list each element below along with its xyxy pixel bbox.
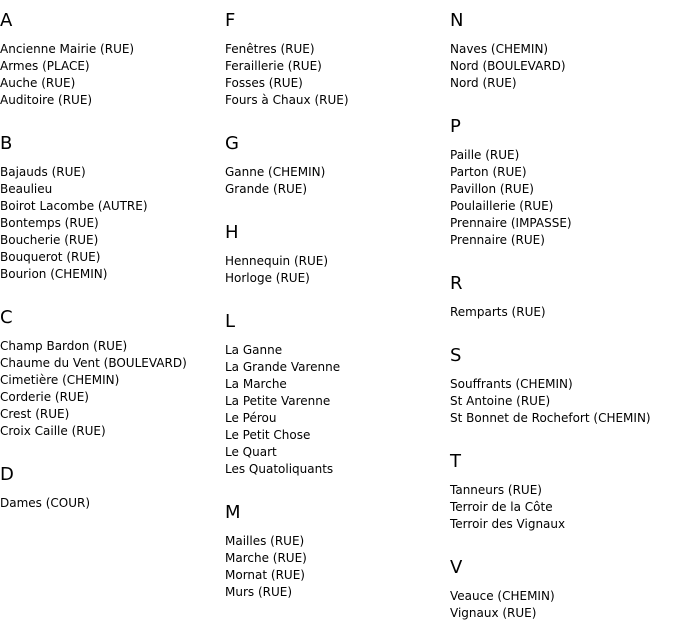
letter-heading: A [0, 10, 13, 31]
street-link[interactable]: Souffrants (CHEMIN) [450, 377, 573, 391]
street-link[interactable]: Corderie (RUE) [0, 390, 89, 404]
letter-group [0, 10, 187, 123]
street-link[interactable]: Prennaire (RUE) [450, 233, 545, 247]
group-spacer [450, 249, 651, 263]
letter-group [450, 10, 651, 106]
street-link[interactable]: Ancienne Mairie (RUE) [0, 42, 135, 56]
street-list [450, 482, 651, 533]
letter-heading: D [0, 464, 14, 485]
group-spacer [450, 427, 651, 441]
letter-group [225, 311, 349, 492]
street-link[interactable]: Marche (RUE) [225, 551, 307, 565]
street-link[interactable]: Veauce (CHEMIN) [450, 589, 555, 603]
street-link[interactable]: Le Pérou [225, 411, 277, 425]
street-link[interactable]: St Antoine (RUE) [450, 394, 551, 408]
letter-heading: T [450, 451, 461, 472]
letter-group [0, 133, 187, 297]
street-link[interactable]: St Bonnet de Rochefort (CHEMIN) [450, 411, 651, 425]
street-link[interactable]: Feraillerie (RUE) [225, 59, 322, 73]
letter-group [0, 307, 187, 454]
street-link[interactable]: La Grande Varenne [225, 360, 341, 374]
street-list [0, 41, 187, 109]
street-list [450, 304, 651, 321]
letter-group [225, 133, 349, 212]
street-link[interactable]: Les Quatoliquants [225, 462, 334, 476]
group-spacer [450, 321, 651, 335]
letter-group [450, 345, 651, 441]
group-spacer [225, 109, 349, 123]
street-link[interactable]: Armes (PLACE) [0, 59, 90, 73]
street-index-column-2 [225, 0, 349, 601]
street-list [225, 533, 349, 601]
group-spacer [0, 109, 187, 123]
street-link[interactable]: Remparts (RUE) [450, 305, 546, 319]
street-link[interactable]: Prennaire (IMPASSE) [450, 216, 572, 230]
street-link[interactable]: Crest (RUE) [0, 407, 70, 421]
street-link[interactable]: Le Petit Chose [225, 428, 311, 442]
letter-heading: N [450, 10, 464, 31]
letter-group [0, 464, 187, 512]
street-link[interactable]: Fenêtres (RUE) [225, 42, 315, 56]
group-spacer [0, 440, 187, 454]
street-link[interactable]: La Marche [225, 377, 287, 391]
street-link[interactable]: Hennequin (RUE) [225, 254, 329, 268]
letter-heading: G [225, 133, 239, 154]
street-link[interactable]: Boucherie (RUE) [0, 233, 99, 247]
street-link[interactable]: Auditoire (RUE) [0, 93, 93, 107]
street-link[interactable]: Mailles (RUE) [225, 534, 305, 548]
street-link[interactable]: Pavillon (RUE) [450, 182, 534, 196]
street-link[interactable]: Nord (RUE) [450, 76, 517, 90]
street-list [225, 41, 349, 109]
street-link[interactable]: Grande (RUE) [225, 182, 308, 196]
letter-group [225, 10, 349, 123]
street-link[interactable]: Beaulieu [0, 182, 53, 196]
street-list [0, 338, 187, 440]
street-link[interactable]: Parton (RUE) [450, 165, 527, 179]
group-spacer [225, 287, 349, 301]
street-link[interactable]: Terroir des Vignaux [450, 517, 566, 531]
letter-heading: B [0, 133, 13, 154]
letter-heading: S [450, 345, 462, 366]
letter-heading: F [225, 10, 236, 31]
street-link[interactable]: Bourion (CHEMIN) [0, 267, 108, 281]
letter-group [450, 116, 651, 263]
street-index-column-1 [0, 0, 187, 512]
street-link[interactable]: Mornat (RUE) [225, 568, 305, 582]
street-link[interactable]: Paille (RUE) [450, 148, 520, 162]
street-list [450, 147, 651, 249]
letter-heading: M [225, 502, 241, 523]
street-link[interactable]: Le Quart [225, 445, 277, 459]
street-link[interactable]: Vignaux (RUE) [450, 606, 537, 620]
letter-heading: P [450, 116, 461, 137]
street-link[interactable]: Boirot Lacombe (AUTRE) [0, 199, 148, 213]
street-link[interactable]: Fours à Chaux (RUE) [225, 93, 349, 107]
letter-heading: V [450, 557, 463, 578]
letter-group [450, 273, 651, 335]
group-spacer [450, 533, 651, 547]
street-link[interactable]: La Ganne [225, 343, 283, 357]
letter-group [225, 502, 349, 601]
street-link[interactable]: La Petite Varenne [225, 394, 331, 408]
letter-group [450, 451, 651, 547]
letter-group [225, 222, 349, 301]
letter-heading: L [225, 311, 236, 332]
letter-heading: H [225, 222, 239, 243]
street-link[interactable]: Nord (BOULEVARD) [450, 59, 566, 73]
letter-heading: C [0, 307, 13, 328]
street-link[interactable]: Croix Caille (RUE) [0, 424, 106, 438]
street-link[interactable]: Poulaillerie (RUE) [450, 199, 554, 213]
street-list [450, 41, 651, 92]
street-link[interactable]: Champ Bardon (RUE) [0, 339, 128, 353]
street-link[interactable]: Bajauds (RUE) [0, 165, 86, 179]
street-link[interactable]: Naves (CHEMIN) [450, 42, 549, 56]
group-spacer [225, 478, 349, 492]
street-list [225, 164, 349, 198]
letter-heading: R [450, 273, 463, 294]
street-list [450, 588, 651, 622]
street-link[interactable]: Bontemps (RUE) [0, 216, 99, 230]
street-list [0, 164, 187, 283]
street-list [450, 376, 651, 427]
street-link[interactable]: Dames (COUR) [0, 496, 91, 510]
letter-group [450, 557, 651, 622]
street-link[interactable]: Auche (RUE) [0, 76, 76, 90]
street-list [225, 253, 349, 287]
street-link[interactable]: Horloge (RUE) [225, 271, 310, 285]
group-spacer [0, 283, 187, 297]
street-link[interactable]: Tanneurs (RUE) [450, 483, 542, 497]
street-link[interactable]: Fosses (RUE) [225, 76, 303, 90]
street-list [0, 495, 187, 512]
street-link[interactable]: Ganne (CHEMIN) [225, 165, 326, 179]
street-link[interactable]: Cimetière (CHEMIN) [0, 373, 120, 387]
street-link[interactable]: Murs (RUE) [225, 585, 293, 599]
group-spacer [225, 198, 349, 212]
street-list [225, 342, 349, 478]
street-link[interactable]: Chaume du Vent (BOULEVARD) [0, 356, 187, 370]
street-index-column-3 [450, 0, 651, 622]
street-link[interactable]: Bouquerot (RUE) [0, 250, 101, 264]
street-link[interactable]: Terroir de la Côte [450, 500, 553, 514]
group-spacer [450, 92, 651, 106]
